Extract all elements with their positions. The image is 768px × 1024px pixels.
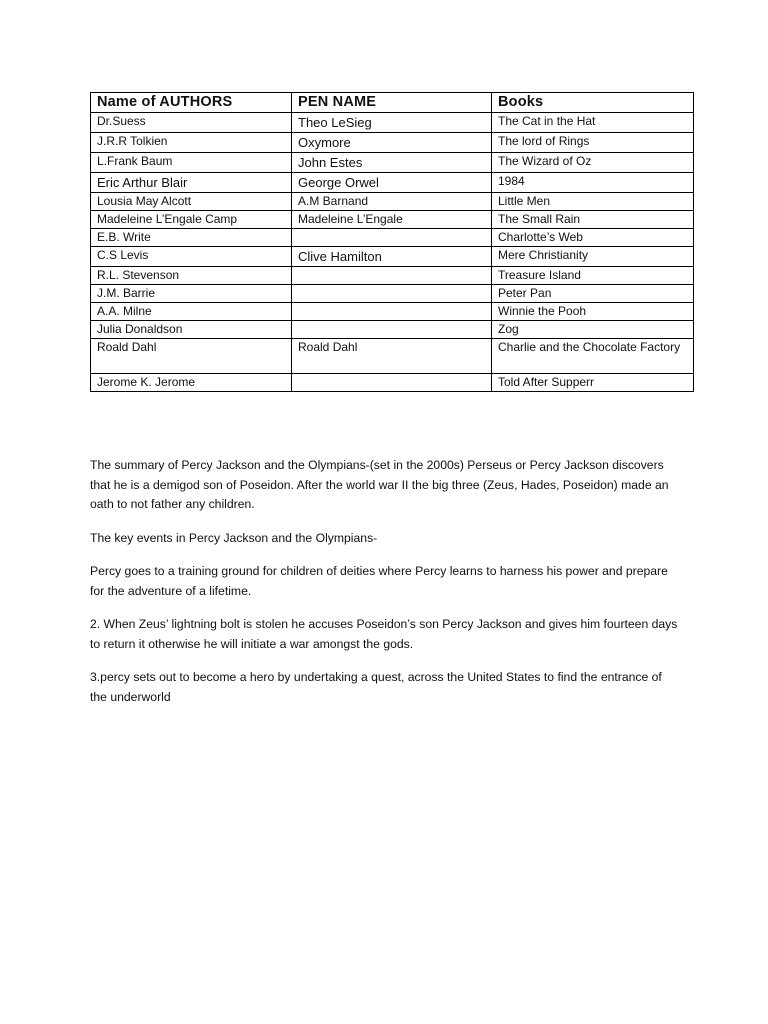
header-books: Books bbox=[492, 93, 694, 113]
key-events-heading: The key events in Percy Jackson and the Olympians- bbox=[90, 531, 378, 545]
table-row bbox=[91, 247, 694, 267]
pen-name-cell: Madeleine L’Engale bbox=[292, 211, 492, 229]
pen-name-cell: Theo LeSieg bbox=[292, 113, 492, 133]
pen-name-cell: John Estes bbox=[292, 153, 492, 173]
table-row bbox=[91, 113, 694, 133]
pen-name-cell: Roald Dahl bbox=[292, 339, 492, 374]
header-pen-name: PEN NAME bbox=[292, 93, 492, 113]
table-row bbox=[91, 133, 694, 153]
author-cell: Lousia May Alcott bbox=[91, 193, 292, 211]
author-cell: Roald Dahl bbox=[91, 339, 292, 374]
book-cell: Charlotte’s Web bbox=[492, 229, 694, 247]
pen-name-cell bbox=[292, 229, 492, 247]
book-cell: 1984 bbox=[492, 173, 694, 193]
pen-name-cell bbox=[292, 303, 492, 321]
authors-table bbox=[90, 92, 694, 392]
author-cell: Madeleine L’Engale Camp bbox=[91, 211, 292, 229]
table-row bbox=[91, 321, 694, 339]
book-cell: Told After Supperr bbox=[492, 374, 694, 392]
author-cell: Jerome K. Jerome bbox=[91, 374, 292, 392]
table-row bbox=[91, 303, 694, 321]
book-cell: The Small Rain bbox=[492, 211, 694, 229]
table-row bbox=[91, 339, 694, 374]
key-event-2: 2. When Zeus’ lightning bolt is stolen he accuses Poseidon’s son Percy Jackson and gives him fourteen days to return it otherwise he will initiate a war amongst the gods. bbox=[90, 617, 678, 651]
pen-name-cell bbox=[292, 267, 492, 285]
author-cell: R.L. Stevenson bbox=[91, 267, 292, 285]
pen-name-cell: Oxymore bbox=[292, 133, 492, 153]
table-row bbox=[91, 153, 694, 173]
pen-name-cell bbox=[292, 285, 492, 303]
book-cell: The Cat in the Hat bbox=[492, 113, 694, 133]
book-cell: Peter Pan bbox=[492, 285, 694, 303]
pen-name-cell: George Orwel bbox=[292, 173, 492, 193]
table-row bbox=[91, 229, 694, 247]
table-row bbox=[91, 211, 694, 229]
author-cell: J.R.R Tolkien bbox=[91, 133, 292, 153]
book-cell: The lord of Rings bbox=[492, 133, 694, 153]
book-cell: The Wizard of Oz bbox=[492, 153, 694, 173]
author-cell: L.Frank Baum bbox=[91, 153, 292, 173]
header-authors: Name of AUTHORS bbox=[91, 93, 292, 113]
author-cell: Julia Donaldson bbox=[91, 321, 292, 339]
table-row bbox=[91, 285, 694, 303]
book-cell: Treasure Island bbox=[492, 267, 694, 285]
table-row bbox=[91, 173, 694, 193]
table-row bbox=[91, 193, 694, 211]
book-cell: Little Men bbox=[492, 193, 694, 211]
table-header-row bbox=[91, 93, 694, 113]
author-cell: C.S Levis bbox=[91, 247, 292, 267]
table-row bbox=[91, 267, 694, 285]
book-cell: Charlie and the Chocolate Factory bbox=[492, 339, 694, 374]
book-cell: Winnie the Pooh bbox=[492, 303, 694, 321]
key-event-3: 3.percy sets out to become a hero by undertaking a quest, across the United States to find the entrance of the underworld bbox=[90, 670, 662, 704]
author-cell: Dr.Suess bbox=[91, 113, 292, 133]
pen-name-cell: A.M Barnand bbox=[292, 193, 492, 211]
book-cell: Zog bbox=[492, 321, 694, 339]
book-cell: Mere Christianity bbox=[492, 247, 694, 267]
author-cell: J.M. Barrie bbox=[91, 285, 292, 303]
key-event-1: Percy goes to a training ground for children of deities where Percy learns to harness his power and prepare for the adventure of a lifetime. bbox=[90, 564, 668, 598]
author-cell: A.A. Milne bbox=[91, 303, 292, 321]
table-row bbox=[91, 374, 694, 392]
pen-name-cell bbox=[292, 321, 492, 339]
pen-name-cell: Clive Hamilton bbox=[292, 247, 492, 267]
summary-paragraph: The summary of Percy Jackson and the Olympians-(set in the 2000s) Perseus or Percy Jackson discovers that he is a demigod son of Poseidon. After the world war II the big three (Zeus, Hades, Poseidon) made an oath to not father any children. bbox=[90, 458, 669, 511]
pen-name-cell bbox=[292, 374, 492, 392]
author-cell: Eric Arthur Blair bbox=[91, 173, 292, 193]
author-cell: E.B. Write bbox=[91, 229, 292, 247]
